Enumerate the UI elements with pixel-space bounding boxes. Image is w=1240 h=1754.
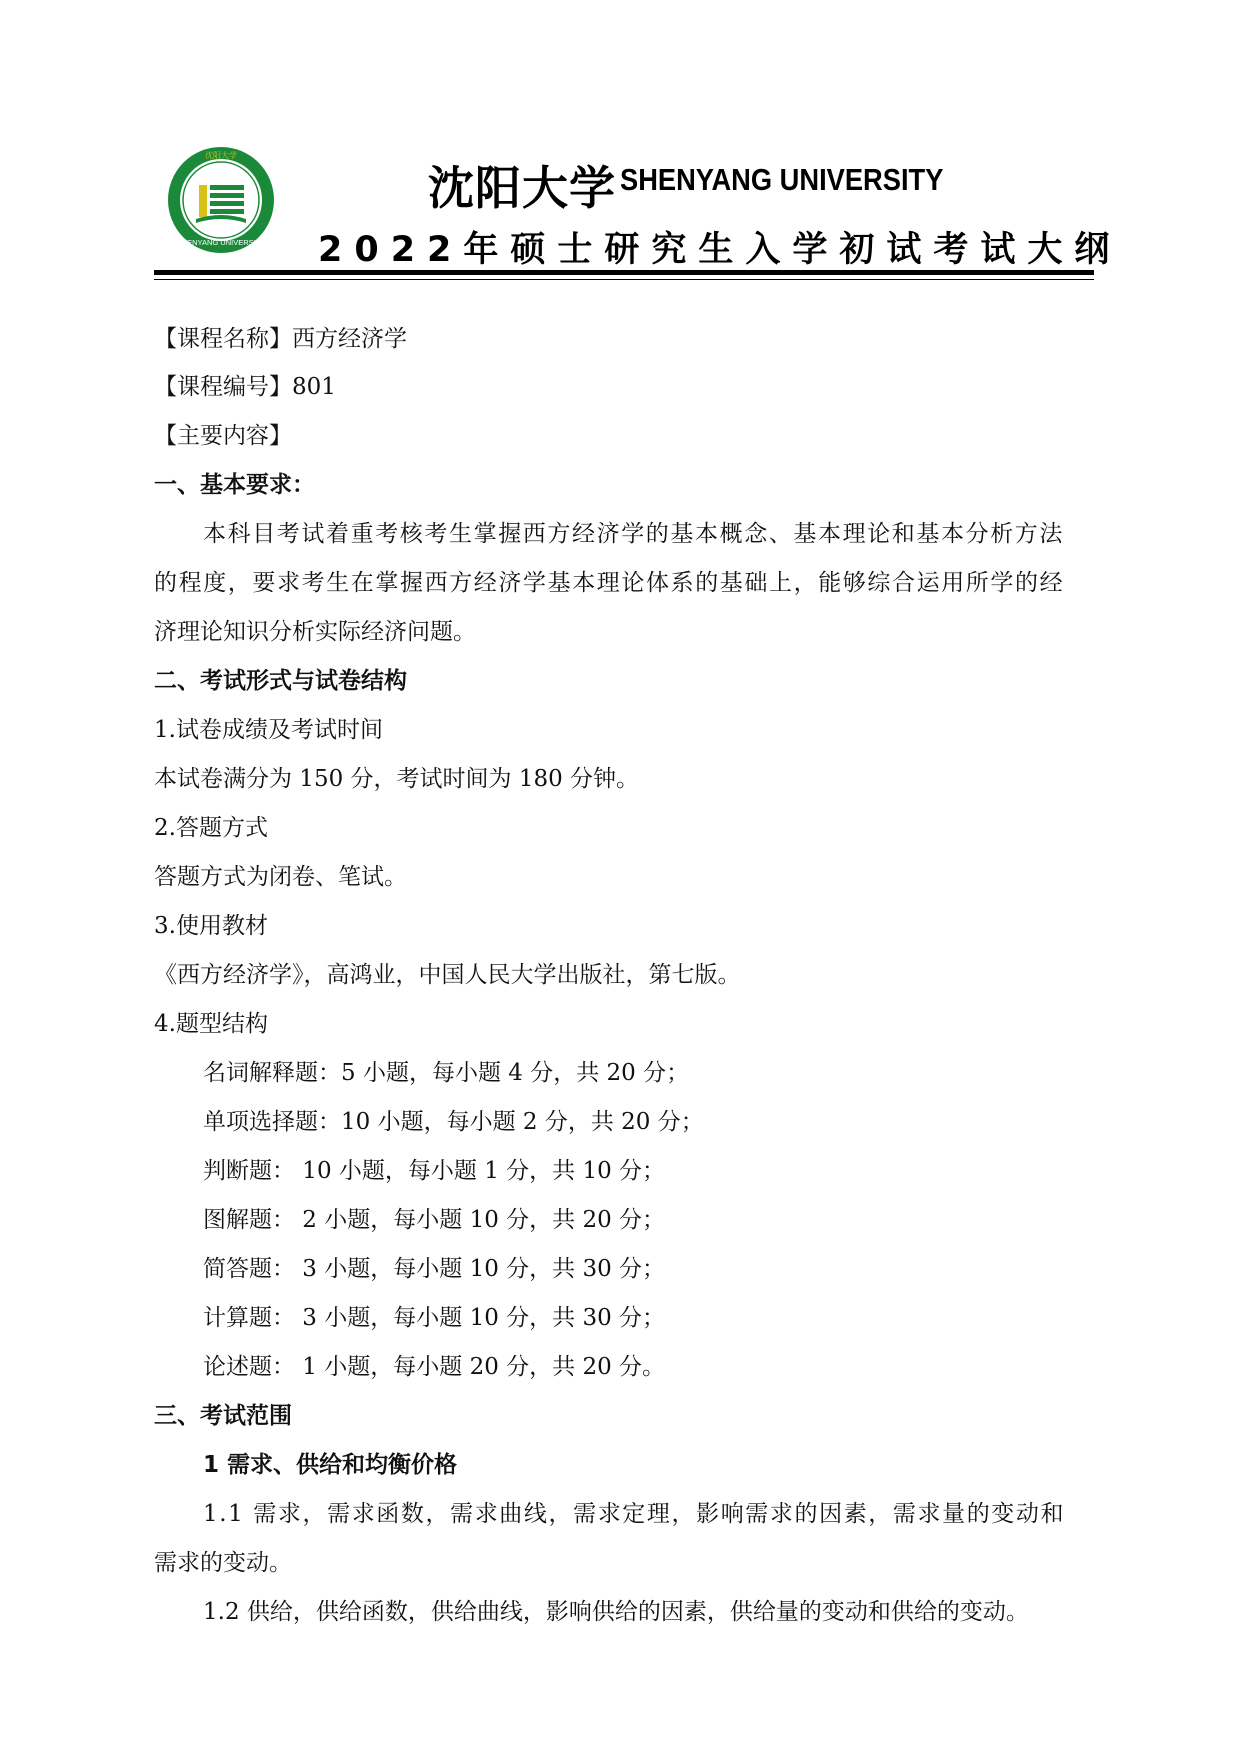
- question-type-6: 计算题： 3 小题，每小题 10 分，共 30 分；: [203, 1305, 666, 1331]
- section1-para-line3: 济理论知识分析实际经济问题。: [154, 619, 476, 645]
- para-1-1-line2: 需求的变动。: [154, 1550, 292, 1576]
- logo-script: 沈阳大学: [205, 151, 237, 160]
- item3-title: 3.使用教材: [154, 913, 268, 939]
- header-rule-thin: [154, 279, 1094, 280]
- section3-heading: 三、考试范围: [154, 1403, 292, 1429]
- course-code: 【课程编号】801: [154, 374, 336, 400]
- emblem-icon: [166, 145, 276, 255]
- course-name: 【课程名称】西方经济学: [154, 326, 407, 352]
- item4-title: 4.题型结构: [154, 1011, 268, 1037]
- question-type-5: 简答题： 3 小题，每小题 10 分，共 30 分；: [203, 1256, 666, 1282]
- item3-text: 《西方经济学》，高鸿业，中国人民大学出版社，第七版。: [154, 962, 741, 988]
- question-type-1: 名词解释题：5 小题，每小题 4 分，共 20 分；: [203, 1060, 690, 1086]
- main-content-label: 【主要内容】: [154, 423, 292, 449]
- header-rule-thick: [154, 270, 1094, 275]
- item2-text: 答题方式为闭卷、笔试。: [154, 864, 407, 890]
- section3-sub1-heading: 1 需求、供给和均衡价格: [203, 1452, 458, 1478]
- university-name-cn: 沈阳大学: [428, 161, 616, 215]
- para-1-1-line1: 1.1 需求，需求函数，需求曲线，需求定理，影响需求的因素，需求量的变动和: [203, 1501, 1066, 1527]
- university-logo: [166, 145, 276, 255]
- section2-heading: 二、考试形式与试卷结构: [154, 668, 407, 694]
- section1-para-line2: 的程度，要求考生在掌握西方经济学基本理论体系的基础上，能够综合运用所学的经: [154, 570, 1065, 596]
- section1-para-line1: 本科目考试着重考核考生掌握西方经济学的基本概念、基本理论和基本分析方法: [203, 521, 1064, 547]
- question-type-3: 判断题： 10 小题，每小题 1 分，共 10 分；: [203, 1158, 666, 1184]
- item2-title: 2.答题方式: [154, 815, 268, 841]
- question-type-2: 单项选择题：10 小题，每小题 2 分，共 20 分；: [203, 1109, 704, 1135]
- question-type-7: 论述题： 1 小题，每小题 20 分，共 20 分。: [203, 1354, 666, 1380]
- section1-heading: 一、基本要求：: [154, 472, 315, 498]
- para-1-2: 1.2 供给，供给函数，供给曲线，影响供给的因素，供给量的变动和供给的变动。: [203, 1599, 1029, 1625]
- logo-text: SHENYANG UNIVERSITY: [176, 238, 266, 247]
- item1-title: 1.试卷成绩及考试时间: [154, 717, 383, 743]
- item1-text: 本试卷满分为 150 分，考试时间为 180 分钟。: [154, 766, 640, 792]
- document-title: 2022年硕士研究生入学初试考试大纲: [318, 230, 1122, 270]
- question-type-4: 图解题： 2 小题，每小题 10 分，共 20 分；: [203, 1207, 666, 1233]
- university-name-en: SHENYANG UNIVERSITY: [620, 162, 944, 197]
